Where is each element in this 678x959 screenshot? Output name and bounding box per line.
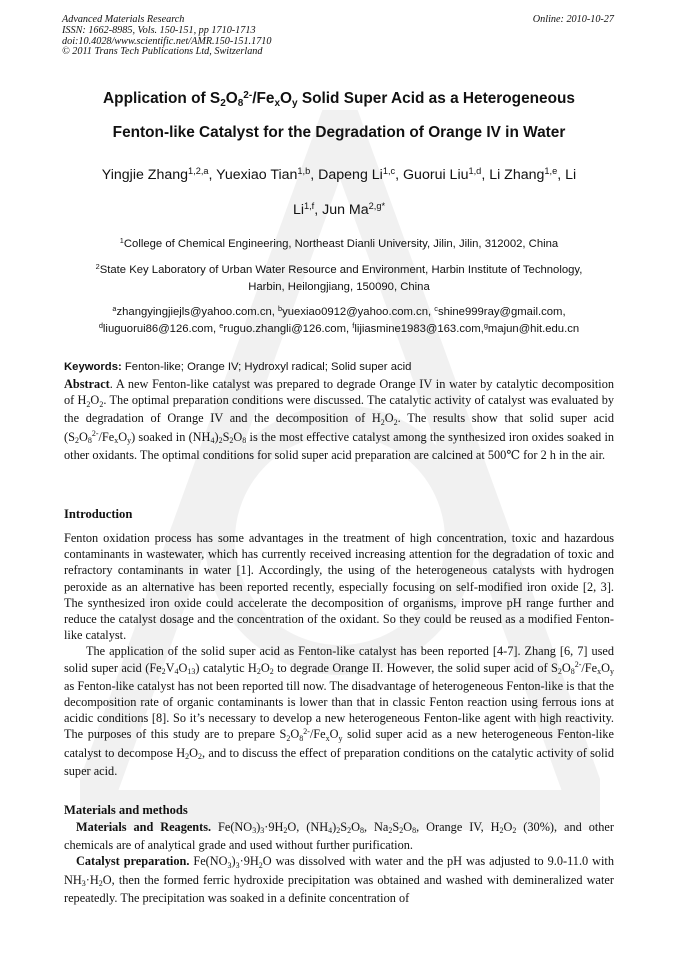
paper-title-line-2: Fenton-like Catalyst for the Degradation of Orange IV in Water (112, 124, 566, 141)
catalyst-preparation-paragraph: Catalyst preparation. $Fe(NO_3)_3\cdot 9H_2O$ was dissolved with water and the pH was adjusted to 9.0-11.0 with $NH_3\cdot H_2O$, then the formed ferric hydroxide precipitation was obtained and washed with demineralized water repeatedly. The precipitation was soaked in a definite concentration of (64, 854, 615, 905)
email-link[interactable]: yuexiao0912@yahoo.com.cn, (282, 306, 435, 318)
email-link[interactable]: zhangyingjiejls@yahoo.com.cn, (116, 306, 279, 318)
email-link[interactable]: lijiasmine1983@163.com, (354, 323, 484, 335)
copyright-line: © 2011 Trans Tech Publications Ltd, Switzerland (62, 46, 263, 58)
affiliation-1: $^1$College of Chemical Engineering, Northeast Dianli University, Jilin, Jilin, 312002, China (119, 235, 559, 250)
journal-header (62, 15, 271, 58)
email-link[interactable]: majun@hit.edu.cn (487, 323, 580, 335)
author-list-line-2: Li$^{1,f}$, Jun $Ma^{2,g*}$ (292, 200, 386, 218)
email-line-2: $^d$liuguorui86@126.com, $^e$ruguo.zhangli@126.com, $^f$lijiasmine1983@163.com,$^g$majun@hit.edu.cn (98, 320, 580, 335)
affiliation-2-line-1: $^2$State Key Laboratory of Urban Water Resource and Environment, Harbin Institute of Technology, (95, 261, 583, 276)
abstract-label: Abstract (64, 377, 110, 391)
abstract: Abstract. A new Fenton-like catalyst was prepared to degrade Orange IV in water by catalytic decomposition of $H_2O_2$. The optimal preparation conditions were discussed. The catalytic activity of catalyst was evaluated by the degradation of Orange IV and the decomposition of $H_2O_2$. The results show that solid super acid $(S_2O_8^{2-}/Fe_xO_y)$ soaked in $(NH_4)_2S_2O_8$ is the most effective catalyst among the synthesized iron oxides soaked in other oxidants. The optimal conditions for solid super acid preparation are calcined at 500℃ for 2 h in the air. (64, 377, 615, 462)
keywords-text: Fenton-like; Orange IV; Hydroxyl radical; Solid super acid (121, 361, 412, 373)
keywords-label: Keywords: (64, 361, 122, 373)
materials-methods-body (64, 819, 614, 906)
issn-line: ISSN: 1662-8985, Vols. 150-151, pp 1710-1713 (62, 24, 256, 36)
online-date: Online: 2010-10-27 (532, 14, 614, 25)
section-heading-materials-methods: Materials and methods (64, 803, 188, 817)
introduction-body (64, 530, 614, 779)
author-list-line-1: Yingjie Zhang$^{1,2,a}$, Yuexiao Tian$^{1,b}$, Dapeng Li$^{1,c}$, Guorui Liu$^{1,d}$, Li Zhang$^{1,e}$, Li (101, 165, 577, 183)
paper-title-line-1: Application of $S_2O_8^{2-}/Fe_xO_y$ Solid Super Acid as a Heterogeneous (103, 89, 575, 109)
reagents-label: Materials and Reagents. (76, 820, 212, 834)
intro-paragraph-2: The application of the solid super acid as Fenton-like catalyst has been reported [4-7]. Zhang [6, 7] used solid super acid $(Fe_2V_4O_{13})$ catalytic $H_2O_2$ to degrade Orange II. However, the solid super acid of $S_2O_8^{2-}/Fe_xO_y$ as Fenton-like catalyst has not been reported till now. The disadvantage of heterogeneous Fenton-like is that the decomposition rate of organic contaminants is lower than that in classic Fenton reaction using ferrous ions at acidic conditions [8]. So it’s necessary to develop a new heterogeneous Fenton-like agent with high reactivity. The purposes of this study are to prepare $S_2O_8^{2-}/Fe_xO_y$ solid super acid as a new heterogeneous Fenton-like catalyst to decompose $H_2O_2$, and to discuss the effect of preparation conditions on the catalytic activity of solid super acid. (64, 644, 614, 778)
journal-name: Advanced Materials Research (62, 14, 185, 25)
email-link[interactable]: ruguo.zhangli@126.com, (223, 323, 353, 335)
keywords (64, 361, 411, 373)
email-link[interactable]: liuguorui86@126.com, (102, 323, 220, 335)
section-heading-introduction: Introduction (64, 507, 133, 521)
affiliation-2-line-2: Harbin, Heilongjiang, 150090, China (248, 281, 430, 293)
reagents-paragraph: Materials and Reagents. $Fe(NO_3)_3\cdot 9H_2O$, $(NH_4)_2S_2O_8$, $Na_2S_2O_8$, Orange IV, $H_2O_2$ (30%), and other chemicals are of analytical grade and used without further purification. (64, 820, 614, 853)
email-line-1: $^a$zhangyingjiejls@yahoo.com.cn, $^b$yuexiao0912@yahoo.com.cn, $^c$shine999ray@gmail.com, (112, 303, 566, 318)
intro-paragraph-1: Fenton oxidation process has some advantages in the treatment of high concentration, toxic and hazardous contaminants in wastewater, which has currently received increasing attention for the degradation of toxic and refractory contaminants in water [1]. Accordingly, the using of the heterogeneous catalysts with hydrogen peroxide as an alternative has been reported recently, especially focusing on self-modified iron oxide [2, 3]. The synthesized iron oxide could accelerate the decomposition of organisms, improve pH range further and reduce the catalyst dosage and the concentration of the oxidant. So they could be reused as a modified Fenton-like catalyst. (64, 531, 614, 643)
catalyst-preparation-label: Catalyst preparation. (76, 854, 190, 869)
email-link[interactable]: shine999ray@gmail.com, (437, 306, 566, 318)
doi-link[interactable]: doi:10.4028/www.scientific.net/AMR.150-151.1710 (62, 35, 272, 47)
